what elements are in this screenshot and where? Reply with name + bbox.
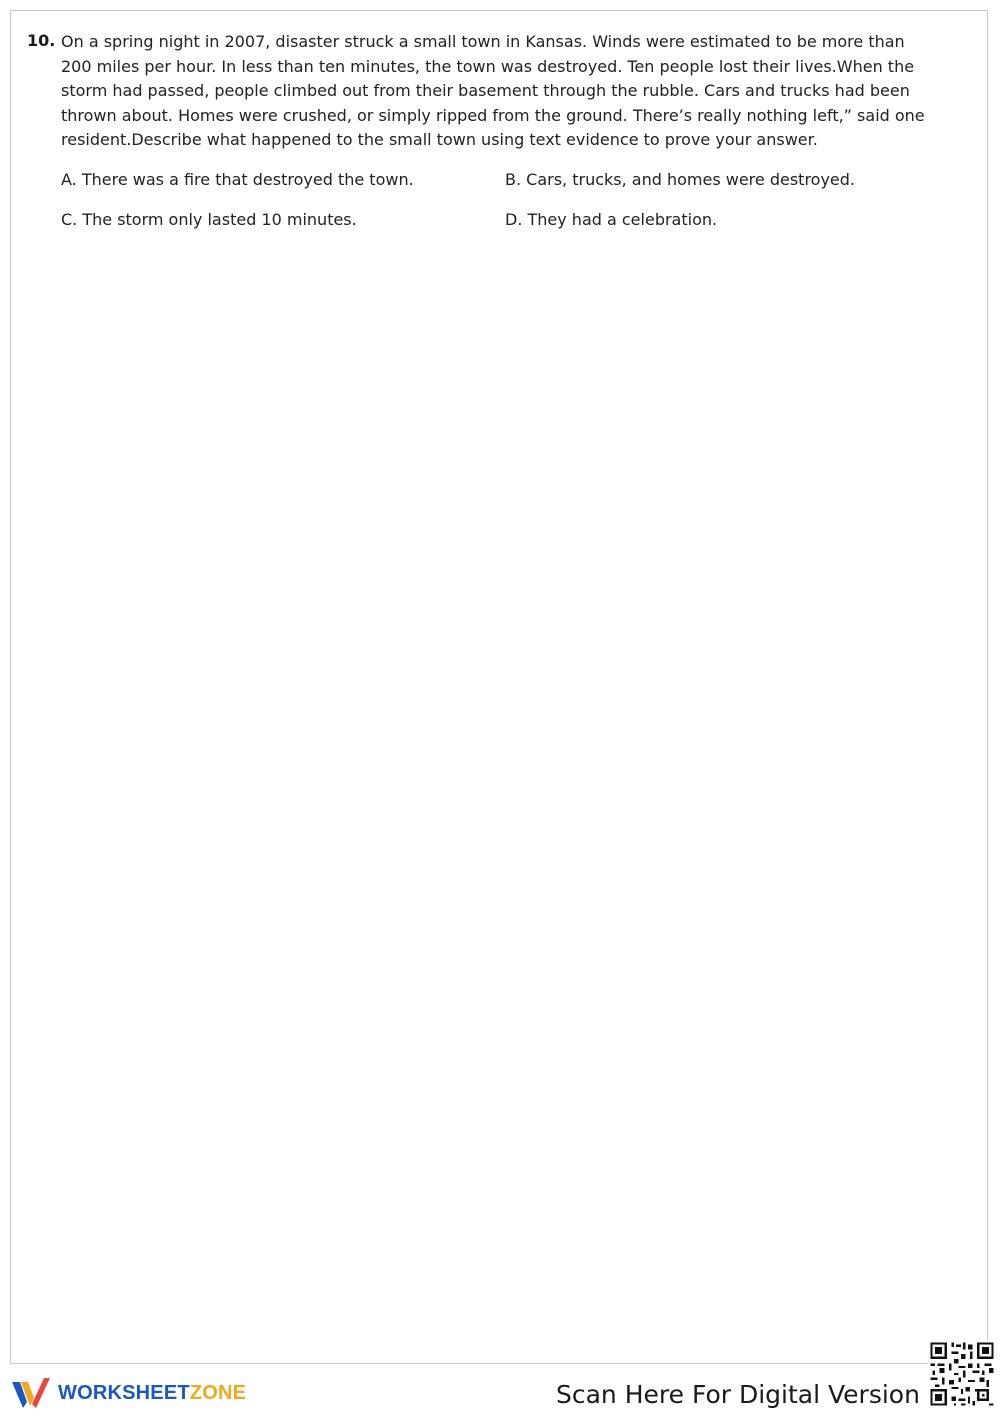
answer-options <box>61 168 937 232</box>
option-c[interactable]: C. The storm only lasted 10 minutes. <box>61 209 357 229</box>
footer <box>0 1366 1000 1414</box>
question-text: On a spring night in 2007, disaster struck a small town in Kansas. Winds were estimated to be more than 200 miles per hour. In less than ten minutes, the town was destroyed. Ten people lost their lives.When the storm had passed, people climbed out from their basement through the rubble. Cars and trucks had been thrown about. Homes were crushed, or simply ripped from the ground. There’s really nothing left,” said one resident.Describe what happened to the small town using text evidence to prove your answer. <box>61 32 925 150</box>
worksheetzone-logo[interactable] <box>12 1376 246 1410</box>
option-a[interactable]: A. There was a fire that destroyed the town. <box>61 169 414 189</box>
brand-first: WORKSHEET <box>58 1381 190 1404</box>
option-d[interactable]: D. They had a celebration. <box>505 209 718 229</box>
option-b[interactable]: B. Cars, trucks, and homes were destroyed. <box>505 169 856 189</box>
question-10 <box>27 30 937 232</box>
scan-here-text: Scan Here For Digital Version <box>556 1380 920 1409</box>
brand-second: ZONE <box>189 1381 247 1404</box>
question-number: 10. <box>27 31 56 50</box>
qr-code-icon[interactable] <box>928 1340 996 1408</box>
worksheetzone-w-icon <box>12 1376 52 1410</box>
